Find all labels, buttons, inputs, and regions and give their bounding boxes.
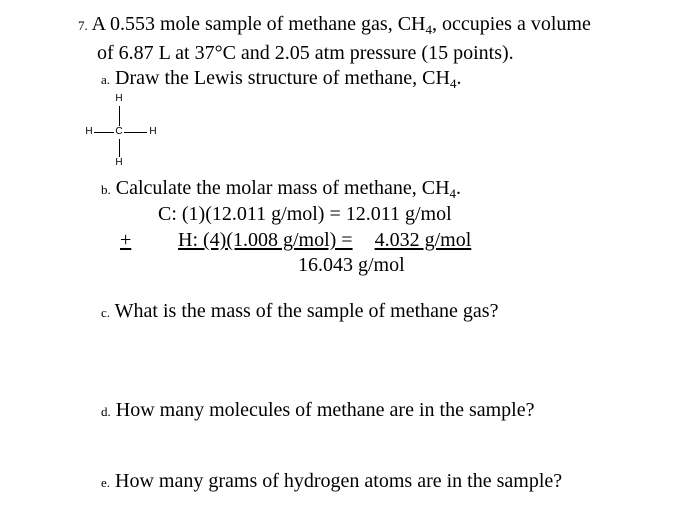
question-line-2: of 6.87 L at 37°C and 2.05 atm pressure (15 points). bbox=[97, 42, 514, 64]
part-d-text: How many molecules of methane are in the sample? bbox=[115, 399, 535, 421]
question-text-1b: , occupies a volume bbox=[431, 13, 591, 35]
lewis-bond-right bbox=[124, 132, 147, 133]
lewis-atom-center: C bbox=[115, 126, 123, 137]
part-e-text: How many grams of hydrogen atoms are in the sample? bbox=[115, 470, 563, 492]
part-a-prompt bbox=[101, 66, 461, 96]
part-b-letter: b. bbox=[101, 182, 111, 197]
calc-hydrogen-expression: H: (4)(1.008 g/mol) = bbox=[178, 229, 353, 251]
lewis-atom-left: H bbox=[85, 126, 93, 137]
question-line-1 bbox=[78, 12, 591, 42]
question-text-1a: A 0.553 mole sample of methane gas, CH bbox=[91, 13, 426, 35]
part-c-prompt bbox=[101, 299, 498, 325]
question-subscript: 4 bbox=[425, 22, 432, 37]
lewis-atom-top: H bbox=[115, 93, 123, 104]
molar-mass-total: 16.043 g/mol bbox=[298, 254, 405, 276]
part-b-end: . bbox=[456, 177, 462, 199]
part-c-text: What is the mass of the sample of methane gas? bbox=[114, 300, 499, 322]
lewis-atom-bottom: H bbox=[115, 157, 123, 168]
plus-sign: + bbox=[120, 229, 132, 251]
part-e-letter: e. bbox=[101, 475, 111, 490]
part-e-prompt bbox=[101, 469, 562, 495]
question-number: 7. bbox=[78, 18, 88, 33]
part-c-letter: c. bbox=[101, 305, 111, 320]
lewis-bond-left bbox=[94, 132, 114, 133]
lewis-bond-bottom bbox=[119, 139, 120, 157]
lewis-bond-top bbox=[119, 106, 120, 126]
calc-hydrogen-line bbox=[178, 228, 471, 252]
part-d-letter: d. bbox=[101, 404, 111, 419]
part-a-end: . bbox=[456, 67, 462, 89]
part-b-text: Calculate the molar mass of methane, CH bbox=[115, 177, 450, 199]
part-a-letter: a. bbox=[101, 72, 111, 87]
part-d-prompt bbox=[101, 398, 535, 424]
calc-carbon-line: C: (1)(12.011 g/mol) = 12.011 g/mol bbox=[158, 203, 452, 225]
calc-hydrogen-result: 4.032 g/mol bbox=[374, 229, 472, 251]
lewis-atom-right: H bbox=[149, 126, 157, 137]
part-b-subscript: 4 bbox=[449, 186, 457, 201]
part-a-subscript: 4 bbox=[449, 76, 457, 91]
part-a-text: Draw the Lewis structure of methane, CH bbox=[115, 67, 450, 89]
